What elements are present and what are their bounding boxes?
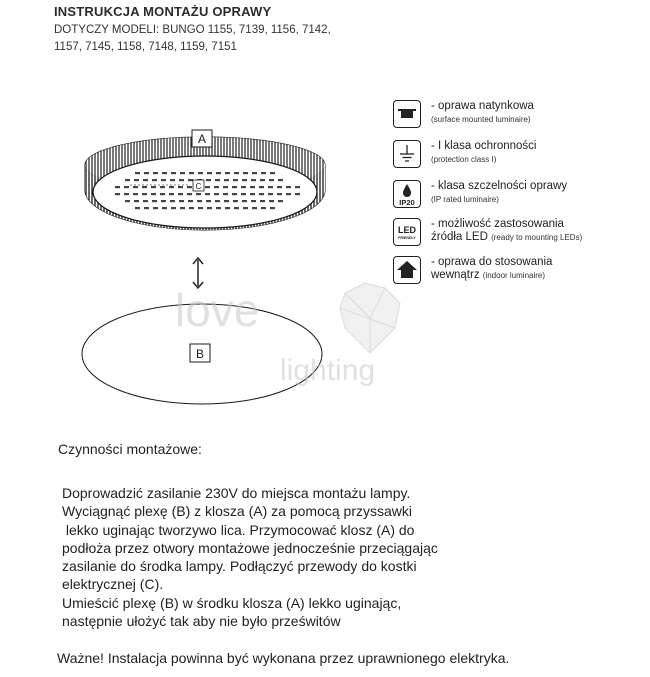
legend-sublabel: (surface mounted luminaire) — [431, 115, 531, 124]
watermark-text-lighting: lighting — [280, 354, 376, 387]
instruction-line: podłoża przez otwory montażowe jednocześnie przeciągając — [62, 539, 438, 556]
legend-label-2: wewnątrz — [431, 269, 480, 281]
earth-ground-icon — [393, 140, 421, 168]
models-line-1: DOTYCZY MODELI: BUNGO 1155, 7139, 1156, 7142, — [54, 24, 331, 36]
led-friendly-icon — [393, 218, 421, 246]
instruction-line: Doprowadzić zasilanie 230V do miejsca montażu lampy. — [62, 485, 411, 501]
instructions-body — [62, 484, 522, 630]
instruction-line: Wyciągnąć plexę (B) z klosza (A) za pomocą przyssawki — [62, 503, 412, 520]
legend-sublabel: (IP rated luminaire) — [431, 195, 499, 204]
legend-sublabel: (protection class I) — [431, 155, 497, 164]
legend-row-led — [393, 218, 582, 246]
legend-label: - klasa szczelności oprawy — [431, 180, 568, 192]
svg-text:LED: LED — [398, 225, 416, 235]
lamp-fixture-diagram — [70, 120, 340, 250]
document-title: INSTRUKCJA MONTAŻU OPRAWY — [54, 4, 272, 19]
instruction-line: lekko uginając tworzywo lica. Przymocować klosz (A) do — [62, 521, 415, 538]
love-lighting-watermark — [170, 268, 420, 398]
watermark-text-love: love — [175, 284, 260, 336]
legend-sublabel: (indoor luminaire) — [482, 271, 546, 280]
legend-row-ip20 — [393, 180, 567, 208]
surface-mounted-icon — [393, 100, 421, 128]
instruction-line: zasilanie do środka lampy. Podłączyć przewody do kostki — [62, 558, 417, 575]
models-line-2: 1157, 7145, 1158, 7148, 1159, 7151 — [54, 41, 237, 53]
legend-row-class-i — [393, 140, 536, 168]
label-b: B — [195, 347, 205, 361]
instruction-line: Umieścić plexę (B) w środku klosza (A) lekko uginając, — [62, 594, 402, 611]
models-list — [54, 22, 374, 56]
legend-label: - oprawa natynkowa — [431, 100, 534, 112]
label-c: C — [195, 182, 202, 191]
electrician-warning: Ważne! Instalacja powinna być wykonana przez uprawnionego elektryka. — [57, 650, 510, 666]
svg-text:IP20: IP20 — [399, 198, 415, 207]
ip20-icon — [393, 180, 421, 208]
legend-sublabel: (ready to mounting LEDs) — [491, 233, 583, 242]
instruction-line: następnie ułożyć tak aby nie było prześwitów — [62, 613, 341, 630]
svg-text:FRIENDLY: FRIENDLY — [398, 236, 416, 240]
instruction-line: elektrycznej (C). — [62, 576, 164, 593]
legend-label: - możliwość zastosowania — [431, 218, 564, 230]
label-a: A — [197, 132, 207, 146]
legend-label: - oprawa do stosowania — [431, 256, 553, 268]
legend-row-surface — [393, 100, 534, 128]
instructions-heading: Czynności montażowe: — [58, 441, 202, 457]
legend-label: - I klasa ochronności — [431, 140, 537, 152]
legend-row-indoor — [393, 256, 552, 284]
indoor-house-icon — [393, 256, 421, 284]
legend-label-2: źródła LED — [431, 231, 488, 243]
